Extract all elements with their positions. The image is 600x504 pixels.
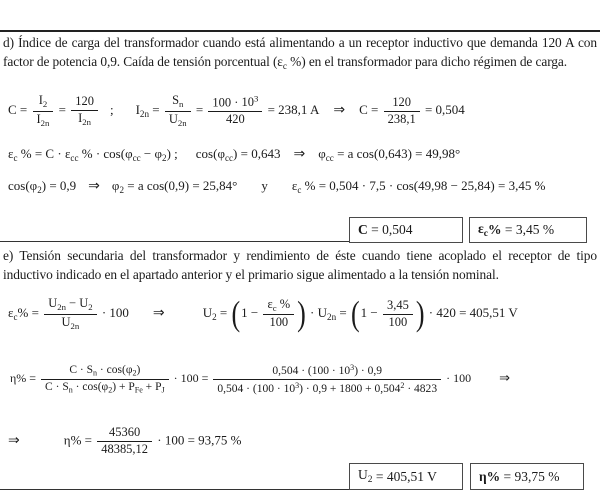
formula-load-index: C = $\frac{I_2}{I_{2n}}$ = $\frac{120}{I_{2n}}$ ; $I_{2n}$ = $\frac{S_n}{U_{2n}}$ = $\frac{100 \cdot 10^3}{420}$ = 238,1 A ⇒ C = $\frac{120}{238,1}$ = 0,504 [8, 93, 465, 128]
bottom-rule [0, 489, 350, 490]
formula-efficiency: η% = $\frac{C \cdot S_n \cdot \cos(\varphi_2)}{C \cdot S_n \cdot \cos(\varphi_2) + P_{Fe} + P_J}$ · 100 = $\frac{0,504 \cdot (100 \cdot 10^3) \cdot 0,9}{0,504 \cdot (100 \cdot 10^3) \cdot 0,9 + 1800 + 0,504^2 \cdot 4823}$ · 100 ⇒ [10, 363, 510, 395]
top-rule [0, 30, 600, 32]
formula-u2: $\varepsilon_c\%$ = $\frac{U_{2n} - U_2}{U_{2n}}$ · 100 ⇒ $U_2 = (1$ − $\frac{\varepsilon_c \%}{100}$ ) · $U_{2n} = (1$ − $\frac{3,45}{100}$ ) · 420 = 405,51 V [8, 294, 518, 334]
problem-d-statement: d) Índice de carga del transformador cuando está alimentando a un receptor inductivo que demanda 120 A con factor de potencia 0,9. Caída de tensión porcentual ($\varepsilon_c$ %) en el transformador para dicho régimen de carga. [3, 35, 597, 73]
result-box-epsilon: $\varepsilon_c$ % = 3,45 % [469, 217, 587, 243]
problem-e-statement: e) Tensión secundaria del transformador y rendimiento de éste cuando tiene acoplado el receptor de tipo inductivo indicado en el apartado anterior y el primario sigue alimentado a la tensión nominal. [3, 248, 597, 283]
formula-phi2: $\cos(\varphi_2) = 0,9$ ⇒ $\varphi_2 = a$ cos(0,9) = 25,84° y $\varepsilon_c$ % = 0,504 · 7,5 · cos(49,98 − 25,84) = 3,45 % [8, 178, 546, 195]
result-box-eta: η% = 93,75 % [470, 463, 584, 490]
formula-voltage-drop: $\varepsilon_c$ % = $C \cdot \varepsilon_{cc}$ % · $\cos(\varphi_{cc} - \varphi_2)$ ; $\cos(\varphi_{cc}) = 0,643$ ⇒ $\varphi_{cc} = a$ cos(0,643) = 49,98° [8, 146, 461, 163]
mid-rule [0, 241, 350, 242]
formula-efficiency-result: ⇒ η% = $\frac{45360}{48385,12}$ · 100 = 93,75 % [8, 425, 242, 456]
result-box-c: C = 0,504 [349, 217, 463, 243]
result-box-u2: $U_2$ = 405,51 V [349, 463, 463, 490]
